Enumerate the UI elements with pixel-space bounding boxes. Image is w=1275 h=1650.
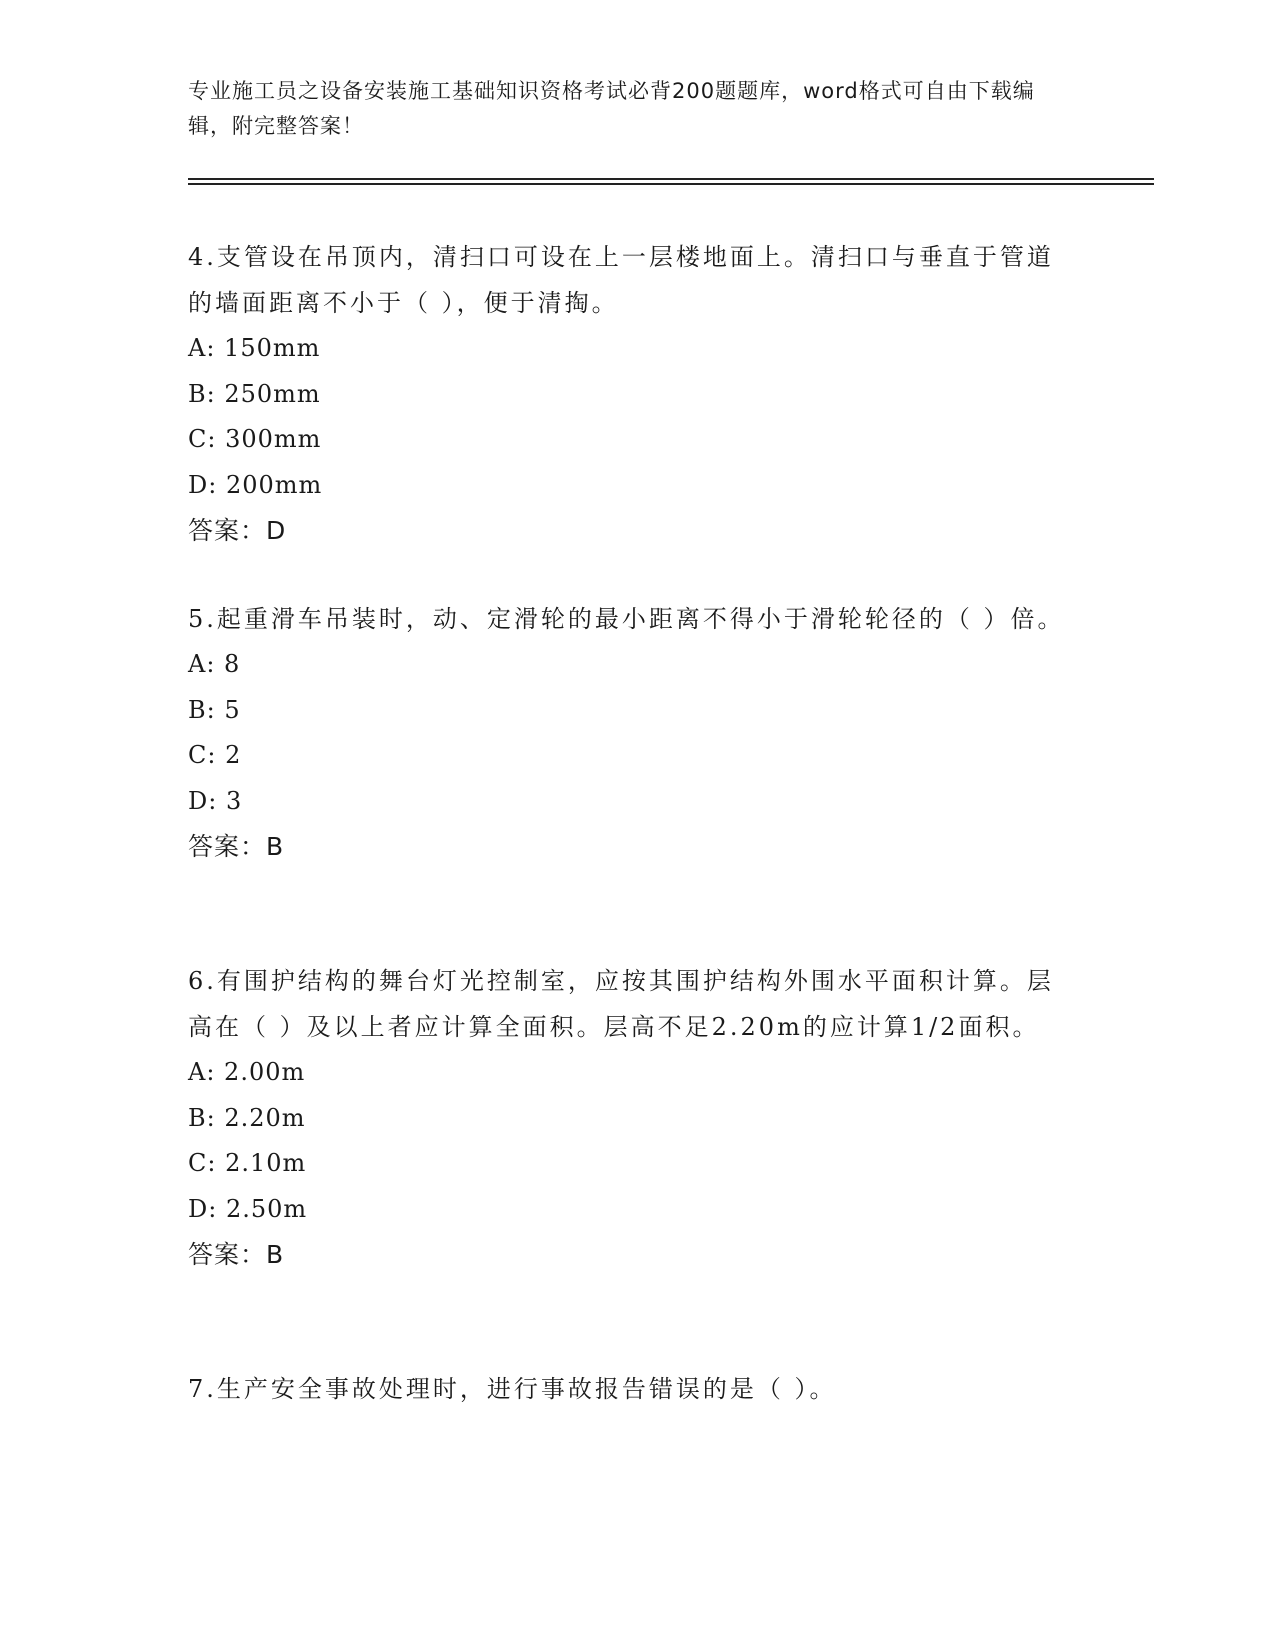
question-stem: 5.起重滑车吊装时，动、定滑轮的最小距离不得小于滑轮轮径的（ ）倍。: [188, 605, 1065, 633]
option-a: A: 2.00m: [188, 1058, 306, 1086]
answer-line: [188, 508, 1068, 553]
option-b: B: 5: [188, 695, 241, 724]
question-6: [188, 958, 1068, 1277]
question-7: [188, 1366, 1068, 1412]
question-5: [188, 596, 1068, 869]
option-d: D: 200mm: [188, 470, 323, 499]
question-stem: 7.生产安全事故处理时，进行事故报告错误的是（ ）。: [188, 1375, 837, 1403]
answer-label: 答案：: [188, 832, 267, 861]
option-c: C: 300mm: [188, 425, 322, 453]
option-b: B: 2.20m: [188, 1103, 306, 1132]
answer-label: 答案：: [188, 516, 267, 545]
answer-value: D: [266, 516, 287, 545]
answer-line: [188, 824, 1068, 869]
question-stem: 4.支管设在吊顶内，清扫口可设在上一层楼地面上。清扫口与垂直于管道的墙面距离不小于（ ），便于清掏。: [188, 243, 1054, 317]
answer-value: B: [266, 832, 285, 861]
header-divider-top: [188, 178, 1154, 180]
option-d: D: 3: [188, 786, 243, 815]
option-a: A: 8: [188, 650, 241, 678]
answer-line: [188, 1232, 1068, 1277]
document-header: 专业施工员之设备安装施工基础知识资格考试必背200题题库，word格式可自由下载编辑，附完整答案！: [188, 79, 1035, 138]
option-d: D: 2.50m: [188, 1194, 308, 1223]
answer-label: 答案：: [188, 1240, 267, 1269]
option-c: C: 2: [188, 741, 242, 769]
option-a: A: 150mm: [188, 334, 321, 362]
question-4: [188, 234, 1068, 553]
question-stem: 6.有围护结构的舞台灯光控制室，应按其围护结构外围水平面积计算。层高在（ ）及以上者应计算全面积。层高不足2.20m的应计算1/2面积。: [188, 967, 1054, 1041]
option-b: B: 250mm: [188, 379, 321, 408]
header-divider-bottom: [188, 183, 1154, 185]
answer-value: B: [266, 1240, 285, 1269]
option-c: C: 2.10m: [188, 1149, 307, 1177]
